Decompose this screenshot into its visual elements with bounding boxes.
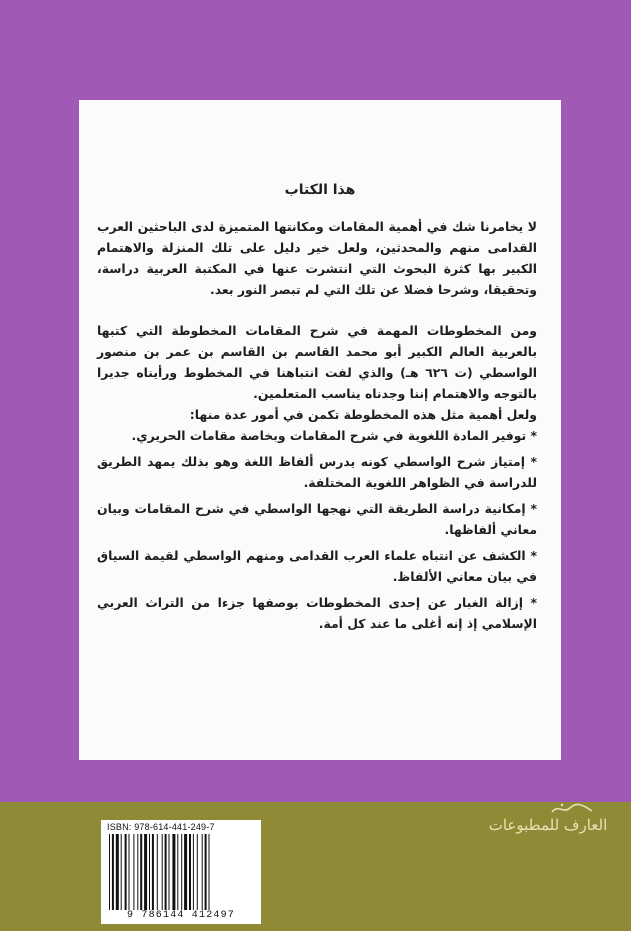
book-blurb-body: [97, 216, 537, 634]
barcode-bars: [107, 834, 257, 910]
blurb-bullet: * إمكانية دراسة الطريقة التي نهجها الواسطي في شرح المقامات وبيان معاني ألفاظها.: [97, 501, 537, 537]
blurb-paragraph: ومن المخطوطات المهمة في شرح المقامات المخطوطة التي كتبها بالعربية العالم الكبير أبو محمد القاسم بن القاسم بن عمر بن منصور الواسطي (ت ٦٢٦ هـ) والذي لفت انتباهنا في المخطوط ورأيناه جديرا بالتوجه والاهتمام إننا وجدناه يناسب المتعلمين.: [97, 323, 537, 401]
blurb-bullet: * توفير المادة اللغوية في شرح المقامات وبخاصة مقامات الحريري.: [131, 428, 537, 443]
blurb-bullet: * الكشف عن انتباه علماء العرب القدامى ومنهم الواسطي لقيمة السياق في بيان معاني الألفاظ.: [97, 548, 537, 584]
back-cover-panel: [79, 100, 561, 760]
blurb-bullet: * إزالة الغبار عن إحدى المخطوطات بوصفها جزءا من التراث العربي الإسلامي إذ إنه أغلى ما عند كل أمة.: [97, 595, 537, 631]
publisher-name: العارف للمطبوعات: [488, 816, 608, 834]
calligraphy-mark-icon: [550, 802, 594, 816]
blurb-bullet: * إمتياز شرح الواسطي كونه يدرس ألفاظ اللغة وهو بذلك يمهد الطريق للدراسة في الظواهر اللغوية المختلفة.: [97, 454, 537, 490]
publisher-logo: [478, 806, 618, 854]
isbn-label: ISBN: 978-614-441-249-7: [107, 822, 215, 832]
blurb-paragraph: لا يخامرنا شك في أهمية المقامات ومكانتها المتميزة لدى الباحثين العرب القدامى منهم والمحدثين، ولعل خير دليل على تلك المنزلة والاهتمام الكبير بها كثرة البحوث التي انتشرت عنها في المكتبة العربية دراسة، وتحقيقا، وشرحا فضلا عن تلك التي لم تبصر النور بعد.: [97, 219, 537, 297]
blurb-paragraph: ولعل أهمية مثل هذه المخطوطة تكمن في أمور عدة منها:: [189, 407, 537, 422]
barcode-digits: 9 786144 412497: [126, 910, 235, 921]
book-blurb-title: هذا الكتاب: [284, 182, 356, 198]
isbn-barcode: [101, 820, 261, 924]
